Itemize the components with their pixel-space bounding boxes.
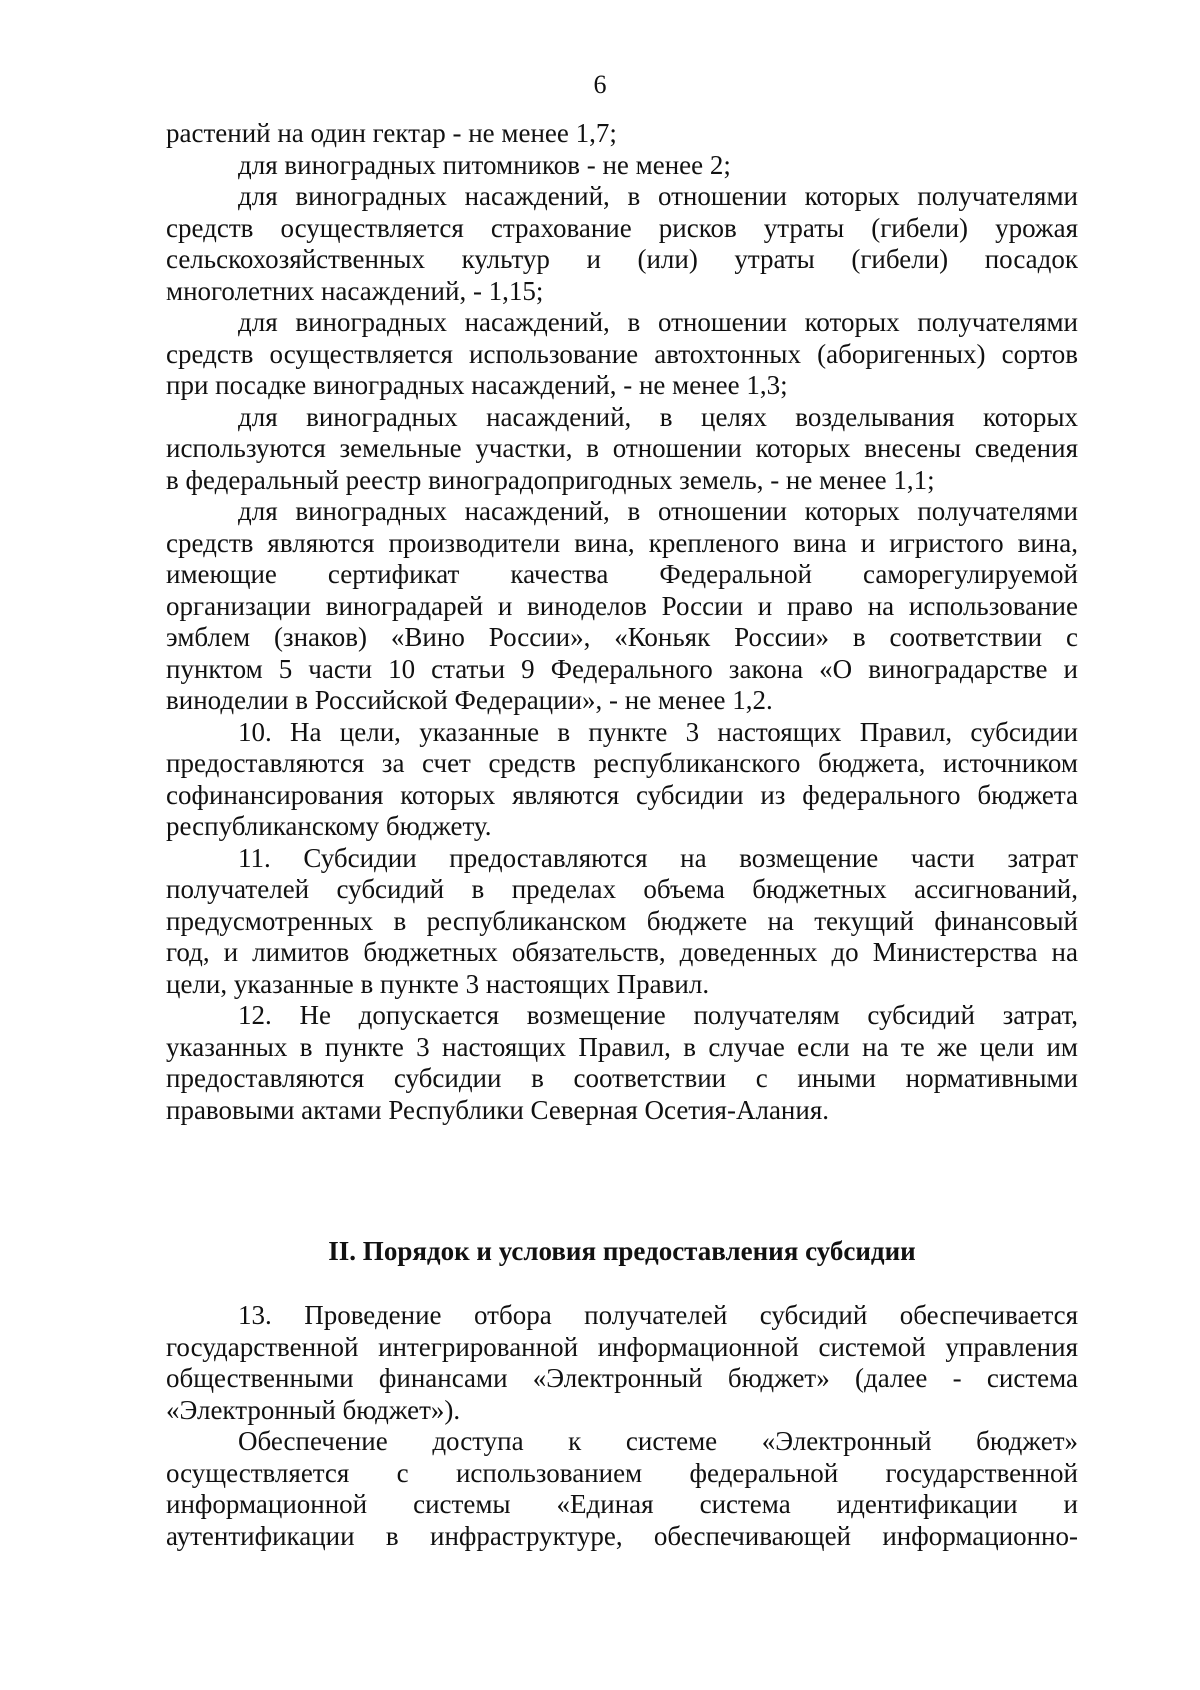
body-text-lower <box>166 1300 1078 1552</box>
text-line: аутентификации в инфраструктуре, обеспечивающей информационно- <box>166 1520 1078 1551</box>
text-line: предоставляются субсидии в соответствии с иными нормативными <box>166 1063 1078 1093</box>
text-line: для виноградных насаждений, в отношении которых получателями <box>238 181 1078 211</box>
text-line: в федеральный реестр виноградопригодных земель, - не менее 1,1; <box>166 464 935 495</box>
text-line: эмблем (знаков) «Вино России», «Коньяк России» в соответствии с <box>166 622 1078 652</box>
text-line: для виноградных насаждений, в отношении которых получателями <box>238 307 1078 337</box>
text-line: Обеспечение доступа к системе «Электронный бюджет» <box>238 1426 1078 1456</box>
text-line: осуществляется с использованием федеральной государственной <box>166 1457 1078 1488</box>
text-line: предоставляются за счет средств республиканского бюджета, источником <box>166 748 1078 778</box>
text-line: средств осуществляется страхование рисков утраты (гибели) урожая <box>166 212 1078 243</box>
text-line: используются земельные участки, в отношении которых внесены сведения <box>166 433 1078 463</box>
text-line: предусмотренных в республиканском бюджете на текущий финансовый <box>166 905 1078 936</box>
text-line: 13. Проведение отбора получателей субсидий обеспечивается <box>238 1300 1078 1330</box>
text-line: государственной интегрированной информационной системой управления <box>166 1331 1078 1362</box>
text-line: «Электронный бюджет»). <box>166 1394 461 1425</box>
text-line: пунктом 5 части 10 статьи 9 Федерального закона «О виноградарстве и <box>166 653 1078 684</box>
body-text-upper <box>166 118 1078 1126</box>
text-line: средств осуществляется использование автохтонных (аборигенных) сортов <box>166 338 1078 369</box>
text-line: 11. Субсидии предоставляются на возмещение части затрат <box>238 842 1078 873</box>
text-line: при посадке виноградных насаждений, - не менее 1,3; <box>166 370 788 400</box>
text-line: указанных в пункте 3 настоящих Правил, в случае если на те же цели им <box>166 1031 1078 1062</box>
text-line: для виноградных питомников - не менее 2; <box>238 149 731 180</box>
text-line: средств являются производители вина, крепленого вина и игристого вина, <box>166 527 1078 558</box>
section-heading: II. Порядок и условия предоставления субсидии <box>328 1236 916 1266</box>
text-line: республиканскому бюджету. <box>166 811 492 841</box>
text-line: получателей субсидий в пределах объема бюджетных ассигнований, <box>166 874 1078 904</box>
text-line: общественными финансами «Электронный бюджет» (далее - система <box>166 1363 1078 1393</box>
text-line: сельскохозяйственных культур и (или) утраты (гибели) посадок <box>166 244 1078 274</box>
text-line: имеющие сертификат качества Федеральной саморегулируемой <box>166 559 1078 589</box>
text-line: 12. Не допускается возмещение получателям субсидий затрат, <box>238 1000 1078 1030</box>
text-line: софинансирования которых являются субсидии из федерального бюджета <box>166 779 1078 810</box>
text-line: 10. На цели, указанные в пункте 3 настоящих Правил, субсидии <box>238 716 1078 747</box>
text-line: виноделии в Российской Федерации», - не менее 1,2. <box>166 685 773 715</box>
text-line: многолетних насаждений, - 1,15; <box>166 275 544 306</box>
text-line: год, и лимитов бюджетных обязательств, доведенных до Министерства на <box>166 937 1078 967</box>
text-line: организации виноградарей и виноделов России и право на использование <box>166 590 1078 621</box>
text-line: информационной системы «Единая система идентификации и <box>166 1489 1078 1519</box>
text-line: растений на один гектар - не менее 1,7; <box>166 118 617 148</box>
text-line: правовыми актами Республики Северная Осетия-Алания. <box>166 1094 829 1125</box>
text-line: для виноградных насаждений, в отношении которых получателями <box>238 496 1078 526</box>
page-number: 6 <box>593 70 607 99</box>
text-line: цели, указанные в пункте 3 настоящих Правил. <box>166 968 710 999</box>
text-line: для виноградных насаждений, в целях возделывания которых <box>238 401 1078 432</box>
